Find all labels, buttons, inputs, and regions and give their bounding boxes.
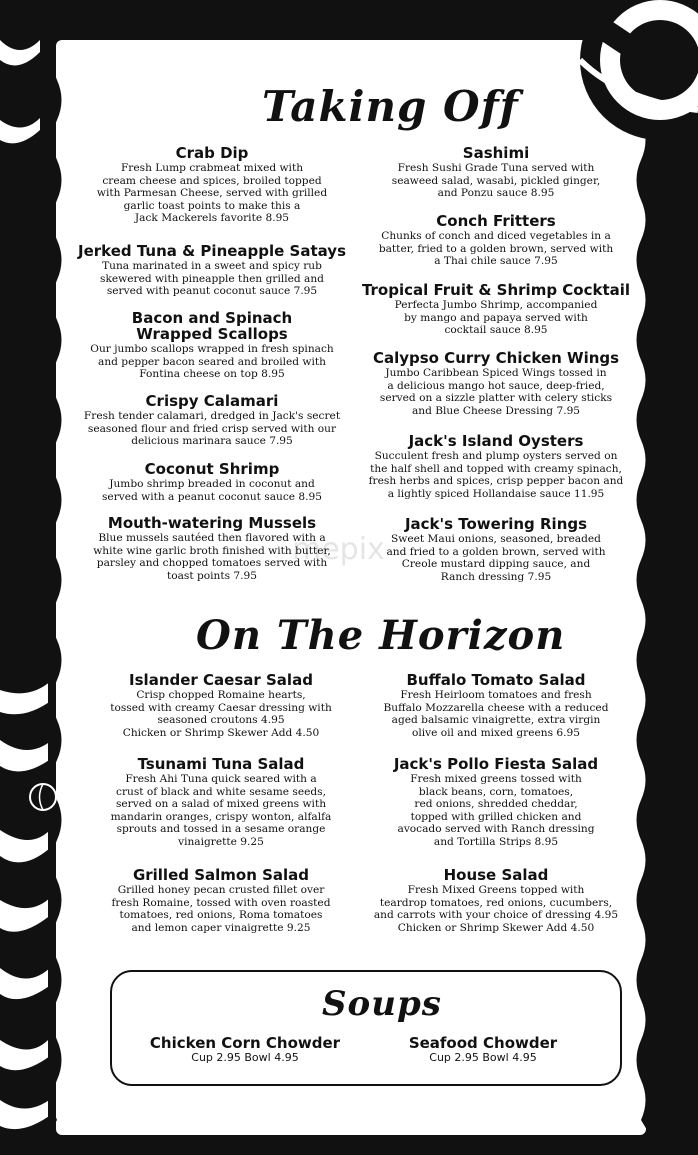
menu-item <box>72 243 352 298</box>
menu-item <box>72 310 352 381</box>
menu-item <box>356 350 636 417</box>
menu-item <box>356 672 636 739</box>
item-name: Conch Fritters <box>436 212 556 230</box>
item-name: Seafood Chowder <box>408 1034 558 1052</box>
menu-item <box>356 282 636 337</box>
item-name: Sashimi <box>462 144 530 162</box>
item-description: Fresh Heirloom tomatoes and fresh Buffalo Mozzarella cheese with a reduced aged balsamic vinaigrette, extra virgin olive oil and mixed greens 6.95 <box>383 689 609 739</box>
item-name: Coconut Shrimp <box>144 460 280 478</box>
section-title-soups: Soups <box>322 984 442 1024</box>
wave-edge-right <box>632 40 650 1135</box>
wave-edge <box>48 40 66 1135</box>
section-title-taking-off: Taking Off <box>262 82 519 131</box>
item-name: Tropical Fruit & Shrimp Cocktail <box>361 281 631 299</box>
menu-item <box>72 461 352 503</box>
item-description: Fresh Sushi Grade Tuna served with seaweed salad, wasabi, pickled ginger, and Ponzu sauce 8.95 <box>391 162 601 200</box>
watermark: mepix <box>292 532 385 567</box>
soup-item <box>378 1035 588 1065</box>
item-name: House Salad <box>443 866 549 884</box>
menu-item <box>356 756 636 849</box>
menu-item <box>72 515 352 582</box>
item-description: Perfecta Jumbo Shrimp, accompanied by mango and papaya served with cocktail sauce 8.95 <box>394 299 598 337</box>
menu-item <box>356 516 636 583</box>
menu-item <box>86 672 356 739</box>
item-name: Jack's Towering Rings <box>404 515 588 533</box>
item-description: Sweet Maui onions, seasoned, breaded and fried to a golden brown, served with Creole mustard dipping sauce, and Ranch dressing 7.95 <box>386 533 606 583</box>
item-description: Crisp chopped Romaine hearts, tossed with creamy Caesar dressing with seasoned croutons 4.95 Chicken or Shrimp Skewer Add 4.50 <box>110 689 332 739</box>
menu-item <box>72 393 352 448</box>
menu-item <box>86 756 356 849</box>
item-name: Islander Caesar Salad <box>129 671 313 689</box>
item-description: Blue mussels sautéed then flavored with a white wine garlic broth finished with butter, parsley and chopped tomatoes served with toast points 7.95 <box>93 532 331 582</box>
item-name: Buffalo Tomato Salad <box>406 671 586 689</box>
item-description: Fresh Lump crabmeat mixed with cream cheese and spices, broiled topped with Parmesan Cheese, served with grilled garlic toast points to make this a Jack Mackerels favorite 8.95 <box>96 162 328 225</box>
item-name: Mouth-watering Mussels <box>107 514 317 532</box>
section-title-on-the-horizon: On The Horizon <box>196 612 566 659</box>
item-description: Succulent fresh and plump oysters served on the half shell and topped with creamy spinach, fresh herbs and spices, crisp pepper bacon and a lightly spiced Hollandaise sauce 11.95 <box>368 450 624 500</box>
item-name: Grilled Salmon Salad <box>132 866 310 884</box>
item-name: Jerked Tuna & Pineapple Satays <box>77 242 347 260</box>
item-description: Grilled honey pecan crusted fillet over fresh Romaine, tossed with oven roasted tomatoes, red onions, Roma tomatoes and lemon caper vinaigrette 9.25 <box>111 884 331 934</box>
menu-item <box>356 213 636 268</box>
item-description: Jumbo shrimp breaded in coconut and served with a peanut coconut sauce 8.95 <box>101 478 323 503</box>
menu-item <box>356 433 636 500</box>
item-description: Jumbo Caribbean Spiced Wings tossed in a delicious mango hot sauce, deep-fried, served on a sizzle platter with celery sticks and Blue Cheese Dressing 7.95 <box>379 367 613 417</box>
item-description: Fresh mixed greens tossed with black beans, corn, tomatoes, red onions, shredded cheddar, topped with grilled chicken and avocado served with Ranch dressing and Tortilla Strips 8.95 <box>397 773 595 848</box>
item-description: Fresh Mixed Greens topped with teardrop tomatoes, red onions, cucumbers, and carrots with your choice of dressing 4.95 Chicken or Shrimp Skewer Add 4.50 <box>373 884 619 934</box>
beach-ball-icon <box>28 782 58 812</box>
item-name: Jack's Pollo Fiesta Salad <box>393 755 599 773</box>
item-name: Tsunami Tuna Salad <box>137 755 305 773</box>
item-description: Cup 2.95 Bowl 4.95 <box>429 1051 537 1064</box>
item-description: Our jumbo scallops wrapped in fresh spinach and pepper bacon seared and broiled with Fontina cheese on top 8.95 <box>90 343 334 381</box>
item-name: Crispy Calamari <box>145 392 279 410</box>
item-description: Tuna marinated in a sweet and spicy rub skewered with pineapple then grilled and served with peanut coconut sauce 7.95 <box>100 260 324 298</box>
item-name: Crab Dip <box>175 144 249 162</box>
item-name: Calypso Curry Chicken Wings <box>372 349 620 367</box>
menu-item <box>86 867 356 934</box>
soup-item <box>130 1035 360 1065</box>
item-description: Chunks of conch and diced vegetables in a batter, fried to a golden brown, served with a Thai chile sauce 7.95 <box>378 230 614 268</box>
item-name: Chicken Corn Chowder <box>149 1034 341 1052</box>
menu-item <box>72 145 352 225</box>
menu-item <box>356 867 636 934</box>
item-description: Fresh Ahi Tuna quick seared with a crust of black and white sesame seeds, served on a salad of mixed greens with mandarin oranges, crispy wonton, alfalfa sprouts and tossed in a sesame orange vinaigrette 9.25 <box>110 773 332 848</box>
item-name: Bacon and Spinach Wrapped Scallops <box>131 309 293 343</box>
item-description: Fresh tender calamari, dredged in Jack's secret seasoned flour and fried crisp served with our delicious marinara sauce 7.95 <box>83 410 341 448</box>
item-name: Jack's Island Oysters <box>408 432 584 450</box>
menu-item <box>356 145 636 200</box>
life-ring-icon <box>520 0 698 150</box>
item-description: Cup 2.95 Bowl 4.95 <box>191 1051 299 1064</box>
